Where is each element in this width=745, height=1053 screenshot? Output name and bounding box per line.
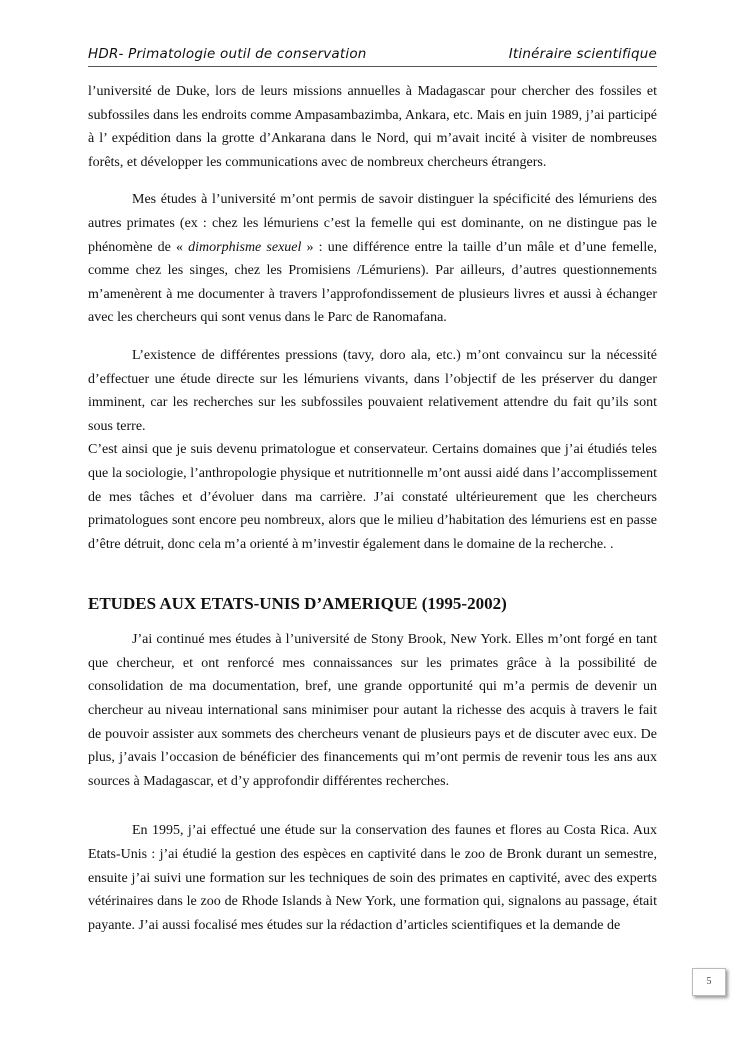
paragraph-6: En 1995, j’ai effectué une étude sur la conservation des faunes et flores au Costa Rica. Aux Etats-Unis : j’ai étudié la gestion des espèces en captivité dans le zoo de Bronk durant un semestre, ensuite j’ai suivi une formation sur les techniques de soin des primates en captivité, avec des experts vétérinaires dans le zoo de Rhode Islands à New York, une formation qui, signalons au passage, était payante. J’ai aussi focalisé mes études sur la rédaction d’articles scientifiques et la demande de (88, 823, 657, 933)
paragraph-5: J’ai continué mes études à l’université de Stony Brook, New York. Elles m’ont forgé en tant que chercheur, et ont renforcé mes connaissances sur les primates grâce à la possibilité de consolidation de ma documentation, bref, une grande opportunité qui m’a permis de devenir un chercheur au niveau international sans minimiser pour autant la richesse des acquis à travers le fait de pouvoir assister aux sommets des chercheurs venant de plusieurs pays et de discuter avec eux. De plus, j’avais l’occasion de bénéficier des financements qui m’ont permis de revenir tous les ans aux sources à Madagascar, et d’y approfondir différentes recherches. (88, 632, 657, 789)
paragraph-1: l’université de Duke, lors de leurs missions annuelles à Madagascar pour chercher des fossiles et subfossiles dans les endroits comme Ampasambazimba, Ankara, etc. Mais en juin 1989, j’ai participé à l’ expédition dans la grotte d’Ankarana dans le Nord, qui m’avait incité à visiter de nombreuses forêts, et développer les communications avec de nombreux chercheurs étrangers. (88, 84, 657, 170)
body-text (88, 80, 657, 937)
header-title: HDR- Primatologie outil de conservation (88, 46, 367, 62)
paragraph-3: L’existence de différentes pressions (tavy, doro ala, etc.) m’ont convaincu sur la nécessité d’effectuer une étude directe sur les lémuriens vivants, dans l’objectif de les préserver du danger imminent, car les recherches sur les subfossiles pouvaient relativement attendre du fait qu’ils sont sous terre. (88, 347, 657, 434)
paragraph-2-start: Mes études à l’université m’ont permis de savoir distinguer la spécificité des lémuriens des autres primates (ex : chez les lémuriens c’est la femelle qui est dominante, on ne distingue pas le phénomène de « (88, 192, 657, 255)
paragraph-4: C’est ainsi que je suis devenu primatologue et conservateur. Certains domaines que j’ai étudiés teles que la sociologie, l’anthropologie physique et nutritionnelle m’ont aussi aidé dans l’accomplissement de mes tâches et d’évoluer dans ma carrière. J’ai constaté ultérieurement que les chercheurs primatologues sont encore peu nombreux, alors que le milieu d’habitation des lémuriens est en passe d’être détruit, donc cela m’a orienté à m’investir également dans le domaine de la recherche. . (88, 442, 657, 552)
paragraph-2-end: » : une différence entre la taille d’un mâle et d’une femelle, comme chez les singes, chez les Promisiens /Lémuriens). Par ailleurs, d’autres questionnements m’amenèrent à me documenter à travers l’approfondissement de plusieurs livres et aussi à échanger avec les chercheurs qui sont venus dans le Parc de Ranomafana. (88, 239, 657, 326)
header-section: Itinéraire scientifique (508, 46, 657, 62)
section-heading: ETUDES AUX ETATS-UNIS D’AMERIQUE (1995-2002) (88, 594, 507, 614)
paragraph-2 (88, 188, 657, 330)
running-header (88, 44, 657, 67)
page-number: 5 (692, 968, 726, 996)
paragraph-2-emphasis: dimorphisme sexuel (188, 239, 302, 255)
